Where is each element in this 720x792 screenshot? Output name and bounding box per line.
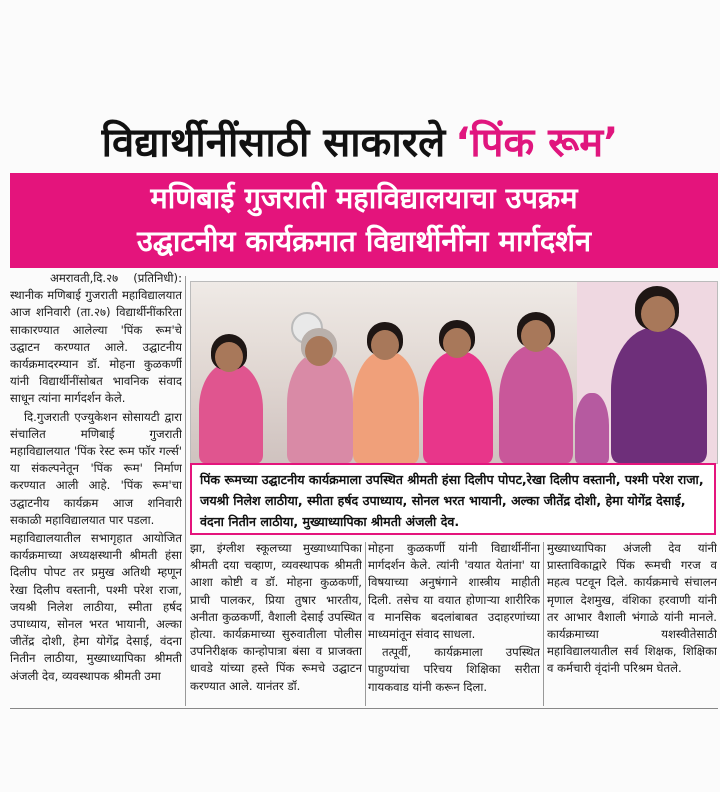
article-column-3 [368,540,540,706]
banner-line-2: उद्घाटनीय कार्यक्रमात विद्यार्थीनींना मार्गदर्शन [136,224,592,258]
person-figure [611,327,707,463]
photo-caption: पिंक रूमच्या उद्घाटनीय कार्यक्रमाला उपस्थित श्रीमती हंसा दिलीप पोपट,रेखा दिलीप वस्तानी, पश्मी परेश राजा, जयश्री निलेश लाठीया, स्मीता हर्षद उपाध्याय, सोनल भरत भायानी, अल्का जीतेंद्र दोशी, हेमा योगेंद्र देसाई, वंदना नितीन लाठीया, मुख्याध्यापिका श्रीमती अंजली देव. [190,463,716,535]
person-head [443,328,471,358]
person-figure [287,353,353,463]
person-head [371,330,399,360]
person-head [521,320,551,352]
person-head [215,342,243,372]
event-photo [190,281,718,464]
bottom-rule [10,708,718,709]
column-3-paragraph-1: मोहना कुळकर्णी यांनी विद्यार्थीनींना मार्गदर्शन केले. त्यांनी 'वयात येतांना' या विषयाच्या अनुषंगाने शास्त्रीय माहीती दिली. तसेच या वयात होणाऱ्या शारीरिक व मानसिक बदलांबाबत उदाहरणांच्या माध्यमांतून संवाद साधला. [368,541,540,642]
column-divider [185,276,186,706]
person-figure [575,393,609,463]
column-1-paragraph-2: दि.गुजराती एज्युकेशन सोसायटी द्वारा संचालित मणिबाई गुजराती महाविद्यालयात 'पिंक रेस्ट रूम फॉर गर्ल्स' या संकल्पनेतून 'पिंक रूम' निर्माण करण्यात आली आहे. 'पिंक रूम'चा उद्घाटनीय कार्यक्रम आज शनिवारी सकाळी महाविद्यालयात पार पडला. [10,409,182,527]
banner-line-1: मणिबाई गुजराती महाविद्यालयाचा उपक्रम [150,181,578,215]
headline-part1: विद्यार्थीनींसाठी साकारले [101,119,446,166]
person-head [641,296,675,332]
article-column-2 [190,540,362,706]
person-figure [499,345,573,463]
column-1-paragraph-1: अमरावती,दि.२७ (प्रतिनिधी): स्थानीक मणिबाई गुजराती महाविद्यालयात आज शनिवारी (ता.२७) विद्यार्थीनींकरिता साकारण्यात आलेल्या 'पिंक रूम'चे उद्घाटन करण्यात आले. उद्घाटनीय कार्यक्रमादरम्यान डॉ. मोहना कुळकर्णी यांनी विद्यार्थीनींसोबत भावनिक संवाद साधून त्यांना मार्गदर्शन केले. [10,271,182,406]
article-column-1 [10,270,182,706]
person-head [305,336,333,366]
person-figure [353,351,419,463]
person-figure [199,363,263,463]
subheadline-banner [10,173,718,268]
article-column-4 [547,540,717,706]
headline [10,108,710,172]
column-2-paragraph-1: झा, इंग्लीश स्कूलच्या मुख्याध्यापिका श्रीमती दया चव्हाण, व्यवस्थापक श्रीमती आशा कोष्टी व डॉ. मोहना कुळकर्णी, प्राची पालकर, प्रिया तुषार भारतीय, अनीता कुळकर्णी, वैशाली देसाई उपस्थित होत्या. कार्यक्रमाच्या सुरुवातीला पोलीस उपनिरीक्षक कान्होपात्रा बंसा व प्राजक्ता धावडे यांच्या हस्ते पिंक रूमचे उद्घाटन करण्यात आले. यानंतर डॉ. [190,541,362,693]
column-1-paragraph-3: महाविद्यालयातील सभागृहात आयोजित कार्यक्रमाच्या अध्यक्षस्थानी श्रीमती हंसा दिलीप पोपट तर प्रमुख अतिथी म्हणून रेखा दिलीप वस्तानी, पश्मी परेश राजा, जयश्री निलेश लाठीया, स्मीता हर्षद उपाध्याय, सोनल भरत भायानी, अल्का जीतेंद्र दोशी, हेमा योगेंद्र देसाई, वंदना नितीन लाठीया, मुख्याध्यापिका श्रीमती अंजली देव, व्यवस्थापक श्रीमती उमा [10,531,182,683]
column-divider [365,542,366,706]
column-3-paragraph-2: तत्पूर्वी, कार्यक्रमाला उपस्थित पाहुण्यांचा परिचय शिक्षिका सरीता गायकवाड यांनी करून दिला. [368,645,540,694]
column-4-paragraph-1: मुख्याध्यापिका अंजली देव यांनी प्रास्ताविकाद्वारे पिंक रूमची गरज व महत्व पटवून दिले. कार्यक्रमाचे संचालन मृणाल देशमुख, वंशिका हरवाणी यांनी तर आभार वैशाली भंगाळे यांनी मानले. कार्यक्रमाच्या यशस्वीतेसाठी महाविद्यालयातील सर्व शिक्षक, शिक्षिका व कर्मचारी वृंदांनी परिश्रम घेतले. [547,541,717,676]
person-figure [423,351,493,463]
headline-part2: ‘पिंक रूम’ [455,119,619,166]
column-divider [543,542,544,706]
